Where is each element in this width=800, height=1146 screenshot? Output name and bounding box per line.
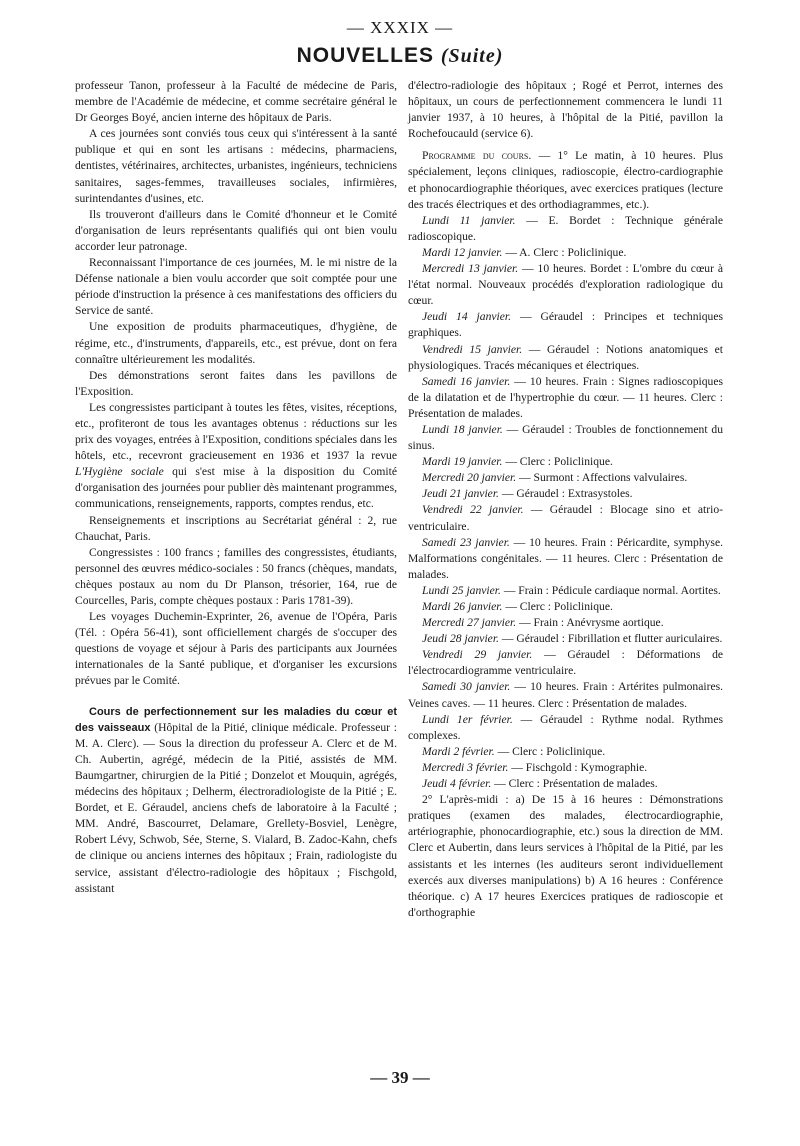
schedule-text: — Géraudel : Extrasystoles. — [501, 487, 633, 501]
schedule-entry — [408, 647, 723, 679]
schedule-text: — Géraudel : Principes et techniques graphiques. — [408, 310, 723, 340]
programme-label: Programme du cours. — [422, 149, 532, 163]
schedule-date: Vendredi 22 janvier. — [422, 503, 524, 517]
section-title-text: NOUVELLES — [296, 44, 434, 67]
schedule-date: Lundi 18 janvier. — [422, 422, 503, 436]
schedule-entry — [408, 213, 723, 245]
section-title — [0, 44, 800, 68]
programme-paragraph — [408, 148, 723, 212]
paragraph: Congressistes : 100 francs ; familles des congressistes, étudiants, personnel des œuvres médico-sociales : 50 francs (chèques, mandats, chèques postaux au nom du Dr Planson, trésorier, 164, rue de Courcelles, Paris, compte chèques postaux : Paris 1781-39). — [75, 545, 397, 607]
schedule-text: — Géraudel : Troubles de fonctionnement du sinus. — [408, 422, 723, 453]
schedule-text: — Frain : Anévrysme aortique. — [519, 616, 664, 630]
roman-page-number: — XXXIX — — [346, 18, 454, 37]
schedule-date: Jeudi 28 janvier. — [422, 632, 499, 646]
schedule-text: — 10 heures. Bordet : L'ombre du cœur à l'état normal. Nouveaux procédés d'exploration radiologique du cœur. — [408, 262, 724, 308]
section-title-suite: (Suite) — [440, 45, 504, 67]
paragraph: d'électro-radiologie des hôpitaux ; Rogé et Perrot, internes des hôpitaux, un cours de perfectionnement commencera le lundi 11 janvier 1937, à 10 heures, à l'hôpital de la Pitié, pavillon la Rochefoucauld (service 6). — [408, 79, 723, 141]
schedule-date: Mercredi 20 janvier. — [422, 471, 517, 485]
schedule-entry — [408, 342, 723, 374]
cours-title: Cours de perfectionnement sur les maladies du cœur et des vaisseaux — [75, 705, 397, 734]
schedule-entry — [408, 631, 723, 647]
paragraph: Renseignements et inscriptions au Secrétariat général : 2, rue Chauchat, Paris. — [75, 513, 397, 543]
schedule-text: — 10 heures. Frain : Signes radioscopiques de la dilatation et de l'hypertrophie du cœur. — 11 heures. Clerc : Présentation de malades. — [408, 374, 723, 420]
paragraph-text: Les congressistes participant à toutes les fêtes, visites, réceptions, etc., profiteront de tous les avantages obtenus : réductions sur les prix des voyages, entrées à l'Exposition, conditions spéciales dans les hôtels, etc., recevront gracieusement en 1936 et 1937 la revue — [75, 400, 397, 463]
schedule-date: Mardi 2 février. — [422, 744, 495, 758]
schedule-entry — [408, 679, 723, 711]
schedule-date: Samedi 23 janvier. — [422, 535, 510, 549]
apres-midi-paragraph: 2° L'après-midi : a) De 15 à 16 heures : Démonstrations pratiques (examen des malades, électrocardiographie, artériographie, phonocardiographie, etc.) sous la direction de MM. Clerc et Aubertin, dans leurs services à l'hôpital de la Pitié, par les assistants et les internes (les auditeurs seront individuellement exercés aux diverses manipulations) b) A 16 heures : Conférence théorique. c) A 17 heures Exercices pratiques de radioscopie et d'orthographie — [408, 793, 723, 919]
schedule-entry — [408, 422, 723, 454]
schedule-entry — [408, 583, 723, 599]
schedule-date: Mercredi 13 janvier. — [422, 262, 519, 276]
schedule-entry — [408, 535, 723, 583]
schedule-date: Jeudi 4 février. — [422, 777, 492, 791]
schedule-date: Samedi 30 janvier. — [422, 680, 511, 694]
schedule-date: Mardi 19 janvier. — [422, 455, 503, 469]
paragraph — [75, 400, 397, 513]
schedule-entry — [408, 599, 723, 615]
schedule-text: — Clerc : Policlinique. — [497, 744, 606, 758]
schedule-date: Mardi 26 janvier. — [422, 600, 503, 613]
schedule-text: — Géraudel : Déformations de l'électrocardiogramme ventriculaire. — [408, 648, 724, 678]
paragraph: Une exposition de produits pharmaceutiques, d'hygiène, de régime, etc., d'instruments, d'appareils, etc., est prévue, dont on fera connaître ultérieurement les modalités. — [75, 320, 397, 366]
schedule-entry — [408, 615, 723, 631]
schedule-entry — [408, 470, 723, 486]
revue-title: L'Hygiène sociale — [75, 465, 164, 479]
schedule-text: — Géraudel : Notions anatomiques et physiologiques. Tracés mécaniques et électriques. — [408, 342, 723, 372]
schedule-list — [408, 213, 723, 792]
schedule-text: — Géraudel : Blocage sino et atrio-ventriculaire. — [408, 503, 723, 533]
schedule-date: Lundi 1er février. — [422, 712, 513, 726]
schedule-date: Mercredi 3 février. — [422, 760, 509, 774]
schedule-text: — Surmont : Affections valvulaires. — [519, 471, 688, 485]
schedule-entry — [408, 261, 723, 309]
schedule-date: Mardi 12 janvier. — [422, 245, 503, 259]
schedule-text: — Fischgold : Kymographie. — [511, 760, 648, 774]
schedule-entry — [408, 776, 723, 792]
schedule-text: — Géraudel : Fibrillation et flutter auriculaires. — [501, 632, 723, 646]
schedule-date: Samedi 16 janvier. — [422, 374, 511, 388]
schedule-text: — Clerc : Policlinique. — [505, 600, 613, 613]
schedule-entry — [408, 760, 723, 776]
schedule-text: — 10 heures. Frain : Artérites pulmonaires. Veines caves. — 11 heures. Clerc : Présentation de malades. — [408, 680, 723, 710]
schedule-date: Jeudi 21 janvier. — [422, 487, 499, 501]
schedule-entry — [408, 486, 723, 502]
left-column — [75, 78, 397, 897]
schedule-text: — Frain : Pédicule cardiaque normal. Aortites. — [503, 583, 721, 597]
schedule-date: Mercredi 27 janvier. — [422, 616, 517, 630]
schedule-entry — [408, 744, 723, 760]
schedule-date: Lundi 25 janvier. — [422, 583, 501, 597]
programme-text: — 1° Le matin, à 10 heures. Plus spécialement, leçons cliniques, radioscopie, électro-cardiographie et phonocardiographie théoriques, avec exercices pratiques (lecture des tracés électriques et des orthodiagrammes, etc.). — [408, 149, 723, 211]
schedule-entry — [408, 245, 723, 261]
cours-paragraph — [75, 704, 397, 897]
schedule-date: Vendredi 29 janvier. — [422, 648, 533, 662]
right-column — [408, 78, 723, 921]
paragraph: Des démonstrations seront faites dans les pavillons de l'Exposition. — [75, 368, 397, 398]
page-number: — 39 — — [370, 1068, 430, 1087]
schedule-text: — Clerc : Policlinique. — [505, 455, 613, 469]
schedule-entry — [408, 502, 723, 534]
paragraph: Reconnaissant l'importance de ces journées, M. le mi nistre de la Défense nationale a bien voulu accorder que soit comptée pour une période d'instruction la présence à ces manifestations des officiers du Service de santé. — [75, 256, 397, 318]
schedule-text: — 10 heures. Frain : Péricardite, symphyse. Malformations congénitales. — 11 heures. Clerc : Présentation de malades. — [408, 535, 723, 581]
paragraph-text: qui s'est mise à la disposition du Comité d'organisation des journées pour publier dès maintenant programmes, communications, renseignements, rapports, comptes rendus, etc. — [75, 465, 398, 511]
paragraph: Ils trouveront d'ailleurs dans le Comité d'honneur et le Comité d'organisation de leurs représentants qualifiés qui ont bien voulu accorder leur patronage. — [75, 207, 397, 253]
schedule-date: Vendredi 15 janvier. — [422, 342, 523, 356]
schedule-entry — [408, 712, 723, 744]
schedule-text: — Clerc : Présentation de malades. — [494, 777, 658, 791]
schedule-date: Jeudi 14 janvier. — [422, 310, 512, 324]
paragraph: A ces journées sont conviés tous ceux qui s'intéressent à la santé publique et qui en sont les artisans : médecins, pharmaciens, dentistes, vétérinaires, architectes, urbanistes, ingénieurs, techniciens sanitaires, sages-femmes, travailleuses sociales, infirmières, surintendantes d'usines, etc. — [75, 127, 397, 205]
schedule-date: Lundi 11 janvier. — [422, 213, 516, 227]
schedule-entry — [408, 309, 723, 341]
paragraph: Les voyages Duchemin-Exprinter, 26, avenue de l'Opéra, Paris (Tél. : Opéra 56-41), sont officiellement chargés de s'occuper des questions de voyage et séjour à Paris des participants aux Journées internationales de la Santé publique, et d'organiser les excursions prévues par le Comité. — [75, 610, 397, 688]
paragraph: professeur Tanon, professeur à la Faculté de médecine de Paris, membre de l'Académie de médecine, et comme secrétaire général le Dr Georges Boyé, ancien interne des hôpitaux de Paris. — [75, 79, 397, 125]
cours-text: (Hôpital de la Pitié, clinique médicale. Professeur : M. A. Clerc). — Sous la direction du professeur A. Clerc et de M. Ch. Aubertin, agrégé, médecin de la Pitié, assistés de MM. Baumgartner, chirurgien de la Pitié ; Donzelot et Mouquin, agrégés, médecins des hôpitaux ; Delherm, électroradiologiste de la Pitié ; E. Bordet, et E. Géraudel, anciens chefs de laboratoire à la Faculté ; MM. André, Bascourret, Delamare, Grellety-Bosviel, Lenègre, Robert Lévy, Schwob, Sée, Sterne, S. Vialard, B. Zadoc-Kahn, chefs de clinique ou anciens internes des hôpitaux ; Frain, radiologiste du service, assistant d'électro-radiologie des hôpitaux ; Fischgold, assistant — [75, 720, 397, 895]
schedule-entry — [408, 374, 723, 422]
schedule-text: — Géraudel : Rythme nodal. Rythmes complexes. — [408, 712, 723, 742]
schedule-entry — [408, 454, 723, 470]
schedule-text: — E. Bordet : Technique générale radioscopique. — [408, 213, 723, 243]
schedule-text: — A. Clerc : Policlinique. — [505, 245, 627, 259]
